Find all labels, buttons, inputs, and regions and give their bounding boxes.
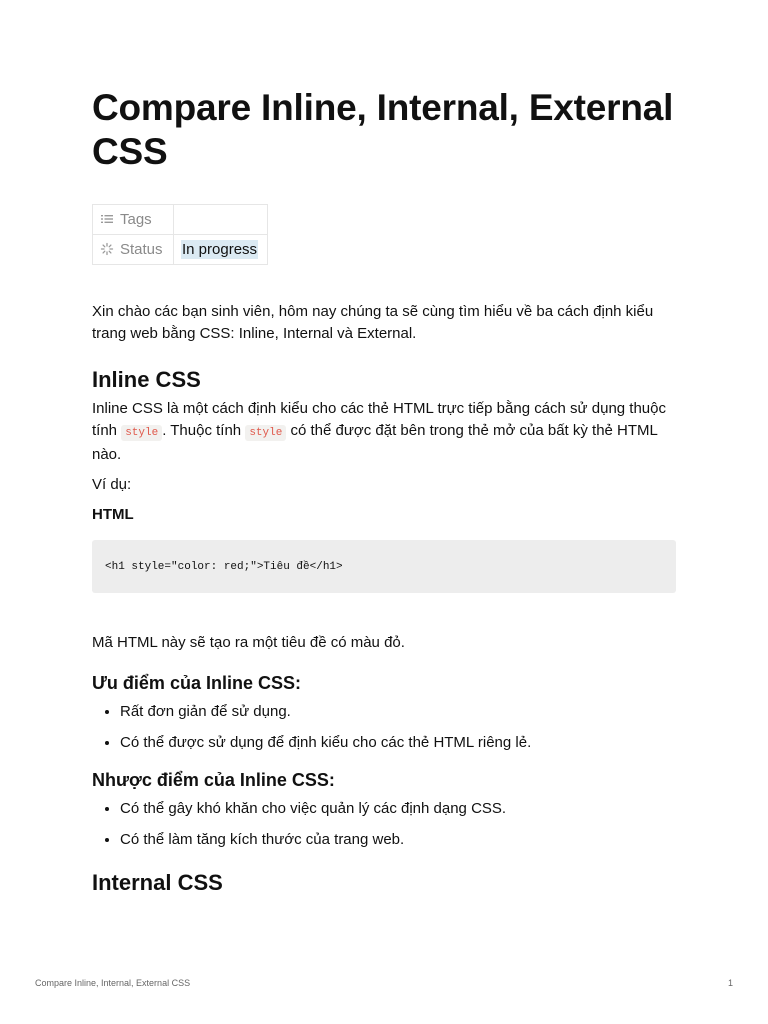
example-label: Ví dụ: — [92, 476, 132, 493]
pros-list — [92, 701, 676, 754]
description-text: có thể được đặt bên trong thẻ mở của bất kỳ thẻ HTML nào. — [92, 422, 658, 463]
property-value-status-cell[interactable] — [174, 235, 268, 265]
property-row-tags — [93, 205, 268, 235]
intro-paragraph: Xin chào các bạn sinh viên, hôm nay chúng ta sẽ cùng tìm hiểu về ba cách định kiểu trang web bằng CSS: Inline, Internal và External. — [92, 303, 654, 342]
loading-spinner-icon — [100, 242, 114, 256]
description-text: . Thuộc tính — [162, 422, 246, 439]
footer-document-title: Compare Inline, Internal, External CSS — [35, 978, 191, 988]
list-icon — [100, 212, 114, 226]
code-language-label: HTML — [92, 506, 134, 523]
list-item: • Rất đơn giản để sử dụng. — [120, 701, 676, 723]
properties-table — [92, 204, 268, 265]
page-title: Compare Inline, Internal, External CSS — [92, 87, 674, 172]
inline-code-style: style — [245, 425, 286, 441]
property-key-tags: Tags — [120, 211, 152, 228]
section-heading-inline-css: Inline CSS — [92, 367, 201, 392]
property-key-cell — [93, 235, 174, 265]
footer-page-number: 1 — [727, 978, 733, 988]
property-value-tags[interactable] — [174, 205, 268, 235]
list-item: • Có thể được sử dụng để định kiểu cho các thẻ HTML riêng lẻ. — [120, 732, 676, 754]
pros-heading: Ưu điểm của Inline CSS: — [92, 673, 301, 693]
description-text: Inline CSS là một cách định kiểu cho các thẻ HTML trực tiếp bằng cách sử dụng thuộc tính — [92, 400, 666, 439]
cons-list — [92, 798, 676, 851]
inline-css-description — [92, 398, 676, 466]
section-heading-internal-css: Internal CSS — [92, 870, 223, 895]
property-row-status — [93, 235, 268, 265]
code-block[interactable] — [92, 540, 676, 593]
inline-code-style: style — [121, 425, 162, 441]
list-item: • Có thể làm tăng kích thước của trang web. — [120, 829, 676, 851]
property-key-cell — [93, 205, 174, 235]
result-paragraph: Mã HTML này sẽ tạo ra một tiêu đề có màu đỏ. — [92, 634, 405, 651]
status-badge[interactable]: In progress — [182, 241, 258, 258]
document-page — [92, 86, 676, 897]
cons-heading: Nhược điểm của Inline CSS: — [92, 770, 335, 790]
list-item: • Có thể gây khó khăn cho việc quản lý các định dạng CSS. — [120, 798, 676, 820]
property-key-status: Status — [120, 241, 163, 258]
code-block-text: <h1 style="color: red;">Tiêu đề</h1> — [105, 560, 343, 573]
